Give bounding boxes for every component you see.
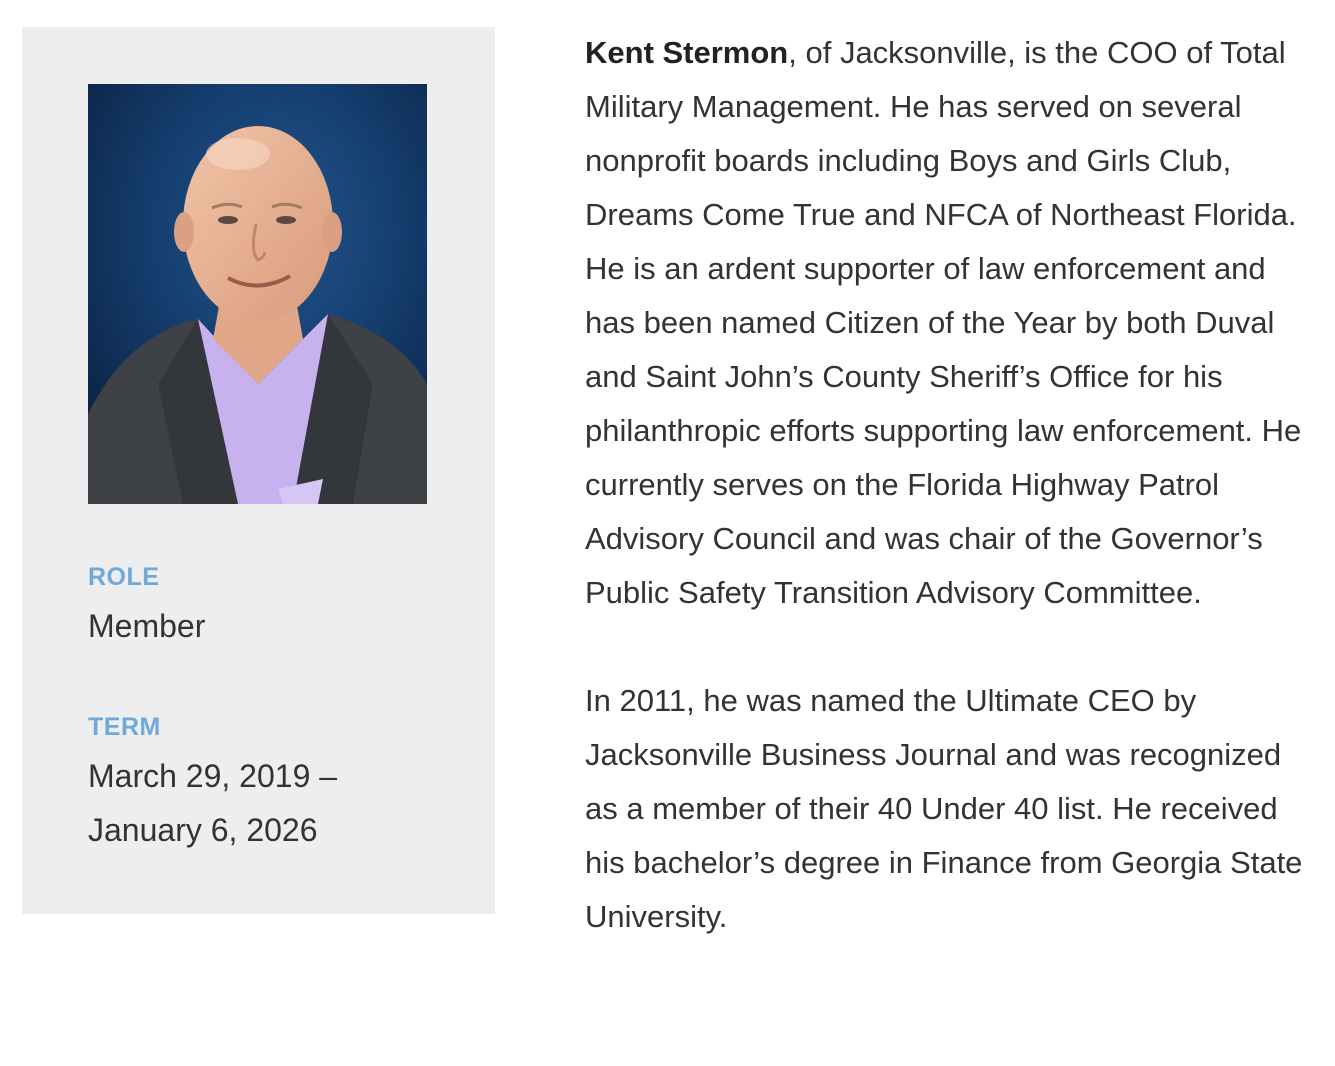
bio-paragraph-1-text: , of Jacksonville, is the COO of Total Military Management. He has served on several nonprofit boards including Boys and Girls Club, Dreams Come True and NFCA of Northeast Florida. He is an ardent supporter of law enforcement and has been named Citizen of the Year by both Duval and Saint John’s County Sheriff’s Office for his philanthropic efforts supporting law enforcement. He currently serves on the Florida Highway Patrol Advisory Council and was chair of the Governor’s Public Safety Transition Advisory Committee. <box>585 35 1302 610</box>
term-value <box>88 749 488 857</box>
profile-card <box>22 27 495 914</box>
term-label: TERM <box>88 713 161 741</box>
bio-paragraph-1 <box>585 26 1315 620</box>
role-value: Member <box>88 608 206 644</box>
term-start: March 29, 2019 – <box>88 758 338 794</box>
person-name: Kent Stermon <box>585 35 789 70</box>
role-label: ROLE <box>88 563 160 591</box>
term-end: January 6, 2026 <box>88 812 318 848</box>
biography <box>585 26 1315 944</box>
person-portrait-icon <box>88 84 427 504</box>
bio-paragraph-2: In 2011, he was named the Ultimate CEO by Jacksonville Business Journal and was recognized as a member of their 40 Under 40 list. He received his bachelor’s degree in Finance from Georgia State University. <box>585 683 1303 934</box>
profile-photo <box>88 84 427 504</box>
